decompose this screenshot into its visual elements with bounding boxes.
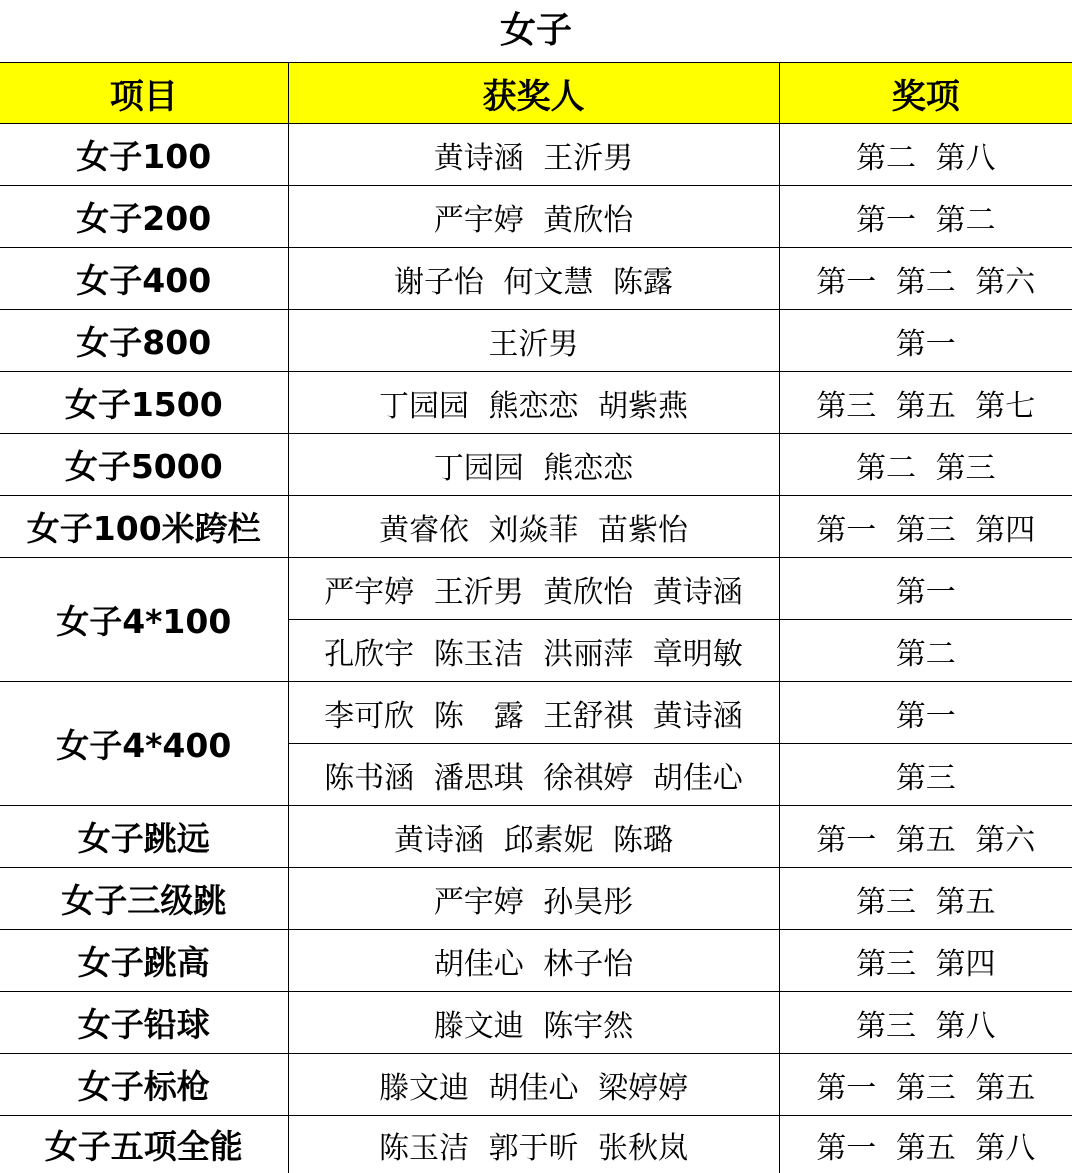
award-cell: 第二 (779, 620, 1072, 682)
winners-cell: 陈玉洁 郭于昕 张秋岚 (288, 1116, 779, 1173)
event-cell: 女子100米跨栏 (0, 496, 288, 558)
awards-table (0, 62, 1072, 1173)
table-row (0, 310, 1072, 372)
table-row (0, 434, 1072, 496)
event-cell: 女子三级跳 (0, 868, 288, 930)
award-cell: 第三 (779, 744, 1072, 806)
table-row (0, 930, 1072, 992)
winners-cell: 黄睿依 刘焱菲 苗紫怡 (288, 496, 779, 558)
table-row (0, 868, 1072, 930)
winners-cell: 丁园园 熊恋恋 (288, 434, 779, 496)
event-cell: 女子200 (0, 186, 288, 248)
award-cell: 第一 第二 (779, 186, 1072, 248)
table-row (0, 248, 1072, 310)
event-cell: 女子跳高 (0, 930, 288, 992)
award-cell: 第二 第八 (779, 124, 1072, 186)
event-cell: 女子100 (0, 124, 288, 186)
award-cell: 第一 第二 第六 (779, 248, 1072, 310)
winners-cell: 李可欣 陈 露 王舒祺 黄诗涵 (288, 682, 779, 744)
table-row (0, 682, 1072, 744)
winners-cell: 滕文迪 胡佳心 梁婷婷 (288, 1054, 779, 1116)
event-cell: 女子4*100 (0, 558, 288, 682)
event-cell: 女子五项全能 (0, 1116, 288, 1173)
event-cell: 女子铅球 (0, 992, 288, 1054)
winners-cell: 胡佳心 林子怡 (288, 930, 779, 992)
table-row (0, 558, 1072, 620)
header-row (0, 63, 1072, 124)
winners-cell: 孔欣宇 陈玉洁 洪丽萍 章明敏 (288, 620, 779, 682)
award-cell: 第一 (779, 682, 1072, 744)
table-row (0, 496, 1072, 558)
event-cell: 女子800 (0, 310, 288, 372)
winners-cell: 严宇婷 孙昊彤 (288, 868, 779, 930)
event-cell: 女子跳远 (0, 806, 288, 868)
award-cell: 第一 第三 第四 (779, 496, 1072, 558)
table-row (0, 1116, 1072, 1173)
event-cell: 女子1500 (0, 372, 288, 434)
winners-cell: 陈书涵 潘思琪 徐祺婷 胡佳心 (288, 744, 779, 806)
table-row (0, 124, 1072, 186)
event-cell: 女子400 (0, 248, 288, 310)
table-row (0, 806, 1072, 868)
award-cell: 第三 第八 (779, 992, 1072, 1054)
table-row (0, 186, 1072, 248)
event-cell: 女子5000 (0, 434, 288, 496)
award-cell: 第一 第五 第六 (779, 806, 1072, 868)
award-cell: 第三 第四 (779, 930, 1072, 992)
header-award: 奖项 (779, 63, 1072, 124)
table-row (0, 372, 1072, 434)
header-winners: 获奖人 (288, 63, 779, 124)
event-cell: 女子标枪 (0, 1054, 288, 1116)
winners-cell: 黄诗涵 邱素妮 陈璐 (288, 806, 779, 868)
award-cell: 第二 第三 (779, 434, 1072, 496)
table-row (0, 992, 1072, 1054)
winners-cell: 谢子怡 何文慧 陈露 (288, 248, 779, 310)
page-title: 女子 (0, 0, 1072, 62)
winners-cell: 滕文迪 陈宇然 (288, 992, 779, 1054)
award-cell: 第三 第五 (779, 868, 1072, 930)
award-cell: 第三 第五 第七 (779, 372, 1072, 434)
award-cell: 第一 (779, 310, 1072, 372)
winners-cell: 严宇婷 王沂男 黄欣怡 黄诗涵 (288, 558, 779, 620)
winners-cell: 黄诗涵 王沂男 (288, 124, 779, 186)
award-cell: 第一 第三 第五 (779, 1054, 1072, 1116)
header-event: 项目 (0, 63, 288, 124)
winners-cell: 王沂男 (288, 310, 779, 372)
winners-cell: 丁园园 熊恋恋 胡紫燕 (288, 372, 779, 434)
winners-cell: 严宇婷 黄欣怡 (288, 186, 779, 248)
event-cell: 女子4*400 (0, 682, 288, 806)
award-cell: 第一 第五 第八 (779, 1116, 1072, 1173)
table-row (0, 1054, 1072, 1116)
award-cell: 第一 (779, 558, 1072, 620)
